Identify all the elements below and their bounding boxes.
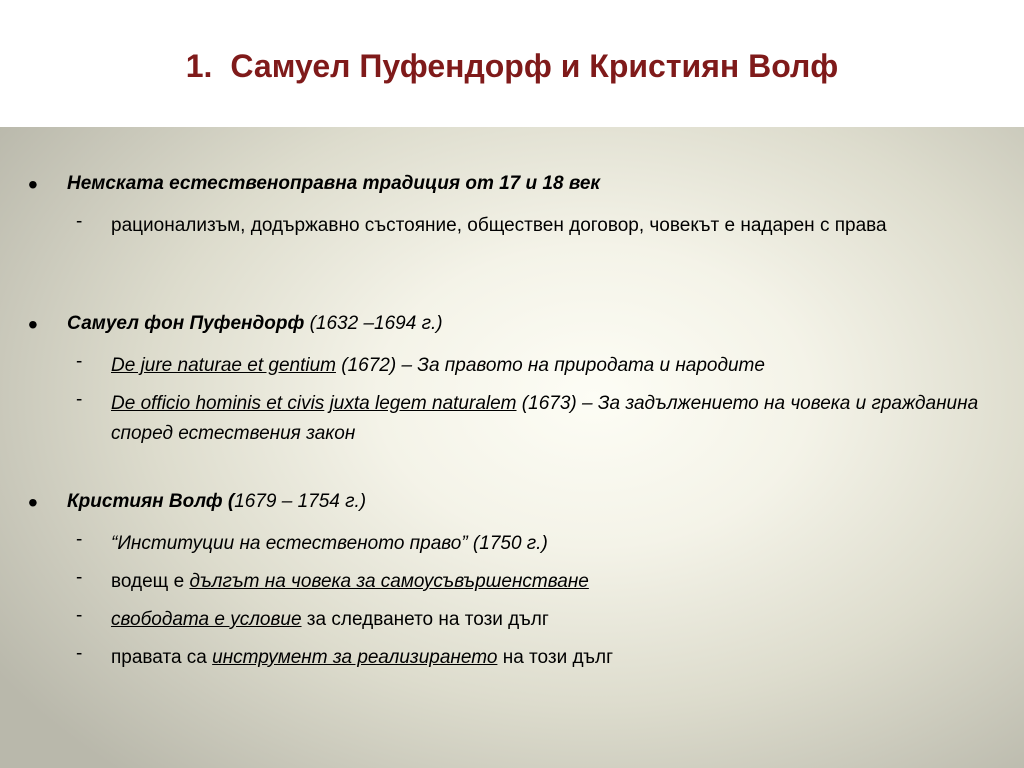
list-item-text: “Институции на естественото право” (1750 г.) xyxy=(111,533,548,554)
section-heading: Самуел фон Пуфендорф (1632 –1694 г.) xyxy=(67,313,443,334)
dash-icon: - xyxy=(76,529,83,550)
work-title: De jure naturae et gentium xyxy=(111,355,336,376)
list-item xyxy=(0,351,1024,381)
list-item-text: свободата е условие за следването на този дълг xyxy=(111,609,549,630)
slide-body xyxy=(0,127,1024,768)
section-heading: Кристиян Волф (1679 – 1754 г.) xyxy=(67,491,367,512)
underlined-phrase: инструмент за реализирането xyxy=(212,647,498,668)
work-title-part: juxta legem naturalem xyxy=(329,393,517,414)
slide-number: 1. xyxy=(185,48,213,84)
work-title: De officio hominis et civis xyxy=(111,393,325,414)
section-pufendorf xyxy=(0,309,1024,449)
list-item xyxy=(0,643,1024,673)
list-item-text: De officio hominis et civis juxta legem naturalem (1673) – За задължението на човека и гражданина според естествения закон xyxy=(111,393,979,444)
list-item xyxy=(0,211,1024,241)
section-german-tradition xyxy=(0,169,1024,241)
dash-icon: - xyxy=(76,605,83,626)
dash-icon: - xyxy=(76,211,83,232)
list-item xyxy=(0,529,1024,559)
bullet-icon: • xyxy=(28,169,38,200)
slide-title xyxy=(0,48,1024,85)
section-heading: Немската естественоправна традиция от 17 и 18 век xyxy=(67,173,601,194)
list-item-text: водещ е дългът на човека за самоусъвършенстване xyxy=(111,571,589,592)
list-item-text: рационализъм, додържавно състояние, обществен договор, човекът е надарен с права xyxy=(111,215,887,236)
list-item xyxy=(0,567,1024,597)
bullet-icon: • xyxy=(28,309,38,340)
slide-header xyxy=(0,0,1024,127)
list-item-text: De jure naturae et gentium (1672) – За правото на природата и народите xyxy=(111,355,765,376)
underlined-phrase: свободата е условие xyxy=(111,609,302,630)
dash-icon: - xyxy=(76,567,83,588)
bullet-icon: • xyxy=(28,487,38,518)
list-item xyxy=(0,389,1024,449)
list-item-text: правата са инструмент за реализирането на този дълг xyxy=(111,647,614,668)
slide-title-text: Самуел Пуфендорф и Кристиян Волф xyxy=(230,48,839,84)
dash-icon: - xyxy=(76,351,83,372)
list-item xyxy=(0,605,1024,635)
underlined-phrase: дългът на човека за самоусъвършенстване xyxy=(189,571,589,592)
dash-icon: - xyxy=(76,643,83,664)
dash-icon: - xyxy=(76,389,83,410)
section-wolff xyxy=(0,487,1024,673)
